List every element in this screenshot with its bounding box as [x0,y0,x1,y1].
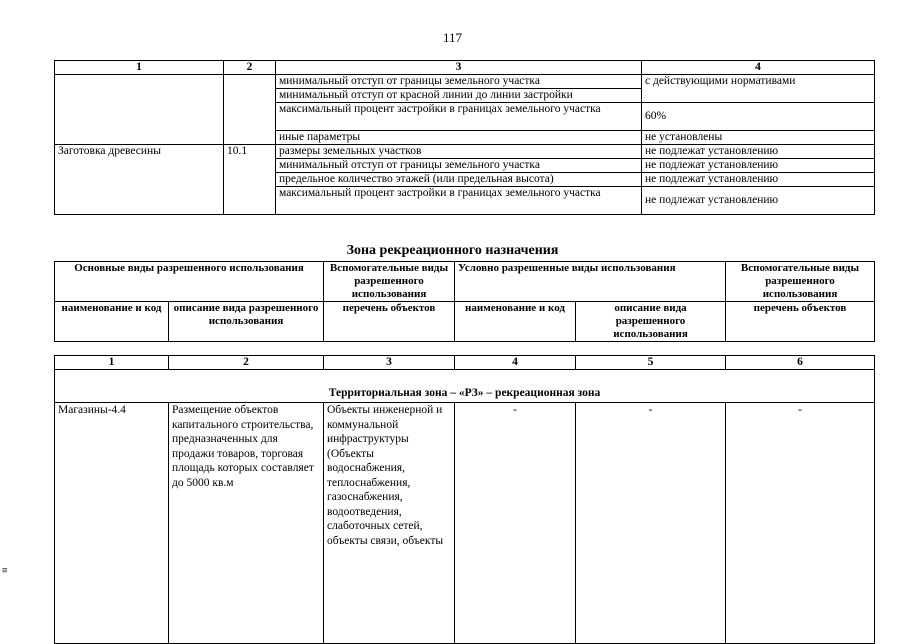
sub-header-name-code: наименование и код [55,302,169,342]
value-cell: не подлежат установлению [642,187,875,215]
parameter-cell: иные параметры [276,131,642,145]
parameter-cell: минимальный отступ от границы земельного участка [276,75,642,89]
value-cell: не подлежат установлению [642,159,875,173]
header-cell-6: 6 [726,356,875,370]
conditional-description-cell: - [576,403,726,644]
recreational-zone-table [54,355,875,644]
row-code-cell: 10.1 [224,145,276,215]
row-name-cell: Заготовка древесины [55,145,224,215]
table-header-row [55,61,875,75]
header-cell-1: 1 [55,356,169,370]
row-name-cell [55,75,224,145]
header-cell-4: 4 [642,61,875,75]
sub-header-name-code: наименование и код [455,302,576,342]
header-cell-2: 2 [169,356,324,370]
value-cell: с действующими нормативами [642,75,875,103]
parameter-cell: максимальный процент застройки в границах земельного участка [276,103,642,131]
conditional-name-cell: - [455,403,576,644]
table-row [55,145,875,159]
header-cell-2: 2 [224,61,276,75]
value-cell: не установлены [642,131,875,145]
parameter-cell: минимальный отступ от красной линии до линии застройки [276,89,642,103]
auxiliary-uses-header: Вспомогательные виды разрешенного использования [324,262,455,302]
sub-header-description: описание вида разрешенного использования [169,302,324,342]
page-number: 117 [442,30,463,45]
table-row [55,403,875,644]
parameter-cell: предельное количество этажей (или предельная высота) [276,173,642,187]
value-cell: не подлежат установлению [642,145,875,159]
sub-header-object-list: перечень объектов [324,302,455,342]
table-header-row [55,356,875,370]
object-list-cell: Объекты инженерной и коммунальной инфраструктуры (Объекты водоснабжения, теплоснабжения, газоснабжения, водоотведения, слаботочных сетей, объекты связи, объекты [324,403,455,644]
section-title: Зона рекреационного назначения [346,243,559,258]
margin-mark-icon: ≡ [2,566,8,576]
value-cell: не подлежат установлению [642,173,875,187]
use-description-cell: Размещение объектов капитального строительства, предназначенных для продажи товаров, торговая площадь которых составляет до 5000 кв.м [169,403,324,644]
header-cell-5: 5 [576,356,726,370]
group-header-row [55,262,875,302]
conditional-uses-header: Условно разрешенные виды использования [455,262,726,302]
zone-title-row [55,370,875,403]
use-types-header-table [54,261,875,342]
header-cell-4: 4 [455,356,576,370]
table-row [55,75,875,89]
use-name-code-cell: Магазины-4.4 [55,403,169,644]
sub-header-row [55,302,875,342]
header-cell-3: 3 [324,356,455,370]
land-parameters-table [54,60,875,215]
parameter-cell: размеры земельных участков [276,145,642,159]
parameter-cell: максимальный процент застройки в границах земельного участка [276,187,642,215]
sub-header-object-list: перечень объектов [726,302,875,342]
conditional-object-list-cell: - [726,403,875,644]
header-cell-3: 3 [276,61,642,75]
header-cell-1: 1 [55,61,224,75]
main-uses-header: Основные виды разрешенного использования [55,262,324,302]
row-code-cell [224,75,276,145]
zone-title: Территориальная зона – «РЗ» – рекреационная зона [55,370,875,403]
conditional-auxiliary-uses-header: Вспомогательные виды разрешенного использования [726,262,875,302]
parameter-cell: минимальный отступ от границы земельного участка [276,159,642,173]
sub-header-description: описание вида разрешенного использования [576,302,726,342]
value-cell: 60% [642,103,875,131]
